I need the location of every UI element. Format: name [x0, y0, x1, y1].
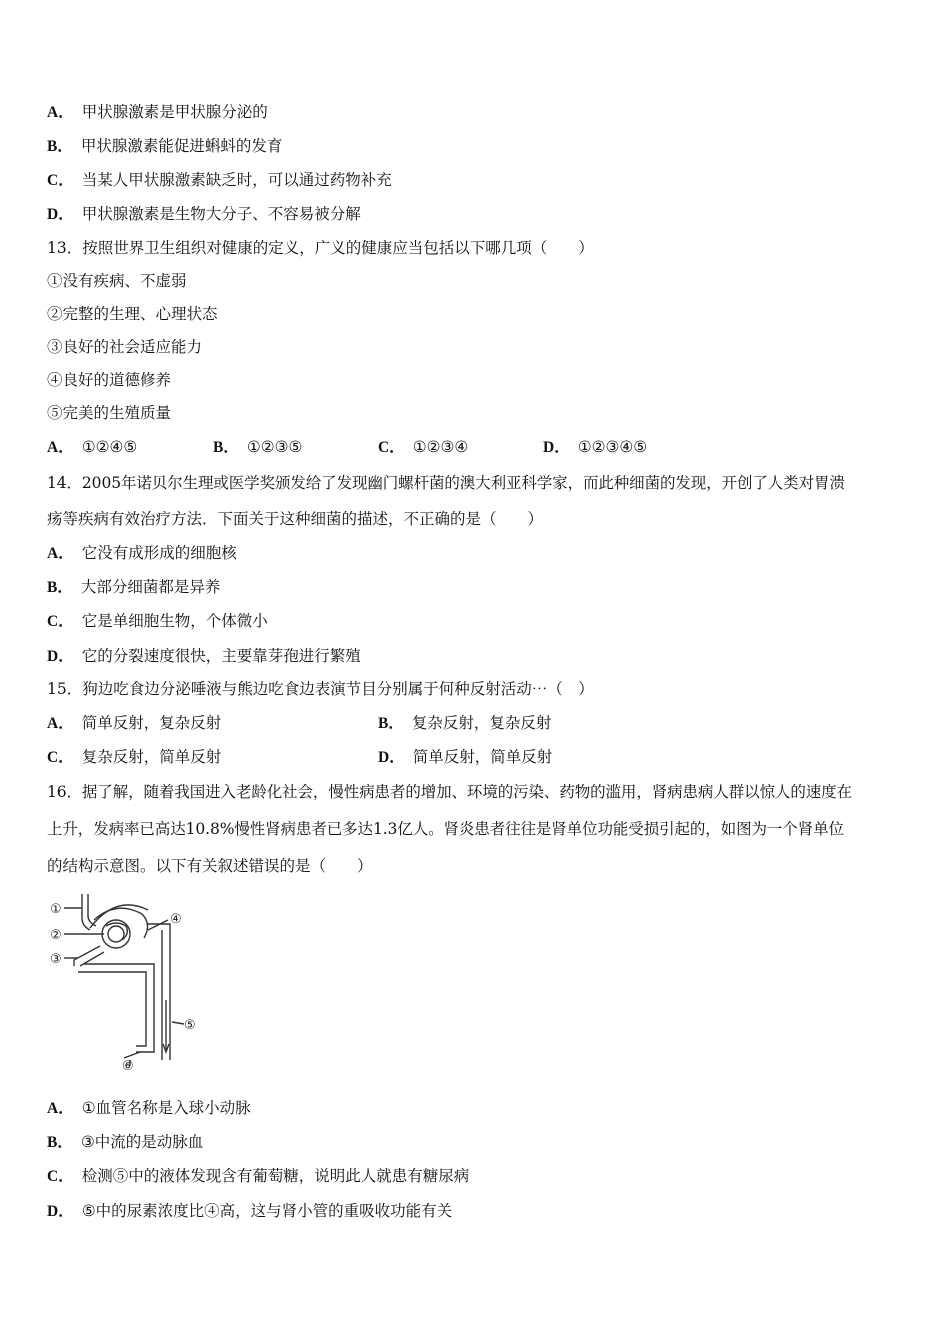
option-text: 甲状腺激素是甲状腺分泌的: [81, 103, 268, 121]
option-text: 它没有成形成的细胞核: [81, 544, 237, 562]
q13-stem: 13．按照世界卫生组织对健康的定义，广义的健康应当包括以下哪几项（ ）: [47, 239, 594, 257]
option-label: D．: [47, 1203, 74, 1220]
option-label: A．: [47, 715, 74, 732]
option-label: C．: [47, 1168, 74, 1185]
q14-option-a: [47, 542, 237, 565]
option-text: 复杂反射，简单反射: [81, 748, 222, 766]
q15-option-d: [378, 746, 552, 769]
option-text: ①②③⑤: [246, 438, 303, 456]
q14-stem-line-2: 疡等疾病有效治疗方法．下面关于这种细菌的描述，不正确的是（ ）: [47, 510, 544, 528]
q16-stem-line-3: 的结构示意图。以下有关叙述错误的是（ ）: [47, 857, 373, 875]
option-label: A．: [47, 545, 74, 562]
option-text: 大部分细菌都是异养: [80, 578, 221, 596]
option-text: ①②③④⑤: [577, 438, 648, 456]
option-label: A．: [47, 1100, 74, 1117]
figure-label-2: ②: [50, 928, 62, 943]
option-text: 它的分裂速度很快，主要靠芽孢进行繁殖: [81, 647, 361, 665]
q16-option-d: [47, 1200, 452, 1223]
option-text: 甲状腺激素是生物大分子、不容易被分解: [81, 205, 361, 223]
q16-option-c: [47, 1165, 469, 1188]
q14-option-d: [47, 645, 361, 668]
q13-option-b: [213, 436, 302, 459]
option-text: 它是单细胞生物，个体微小: [81, 612, 268, 630]
q12-option-a: [47, 101, 268, 124]
option-label: C．: [47, 613, 74, 630]
option-label: B．: [213, 439, 239, 456]
option-text: 当某人甲状腺激素缺乏时，可以通过药物补充: [81, 171, 392, 189]
q15-option-c: [47, 746, 221, 769]
option-label: C．: [47, 172, 74, 189]
q13-item-1: ①没有疾病、不虚弱: [47, 272, 187, 290]
q16-stem-line-2: 上升，发病率已高达10.8%慢性肾病患者已多达1.3亿人。肾炎患者往往是肾单位功能受损引起的，如图为一个肾单位: [47, 820, 844, 838]
q14-option-c: [47, 610, 268, 633]
q16-option-b: [47, 1131, 203, 1154]
q13-item-3: ③良好的社会适应能力: [47, 338, 203, 356]
q13-item-5: ⑤完美的生殖质量: [47, 404, 172, 422]
figure-label-5: ⑤: [184, 1018, 196, 1033]
option-label: C．: [378, 439, 405, 456]
option-label: B．: [47, 1134, 73, 1151]
q13-option-a: [47, 436, 137, 459]
option-text: 甲状腺激素能促进蝌蚪的发育: [80, 137, 283, 155]
q14-stem-line-1: 14．2005年诺贝尔生理或医学奖颁发给了发现幽门螺杆菌的澳大利亚科学家，而此种细菌的发现，开创了人类对胃溃: [47, 474, 845, 492]
figure-label-1: ①: [50, 902, 62, 917]
q12-option-b: [47, 135, 282, 158]
q13-option-d: [543, 436, 647, 459]
q13-item-2: ②完整的生理、心理状态: [47, 305, 218, 323]
figure-label-4: ④: [170, 912, 182, 927]
q16-option-a: [47, 1097, 251, 1120]
q15-option-a: [47, 712, 221, 735]
q13-item-4: ④良好的道德修养: [47, 371, 172, 389]
q16-stem-line-1: 16．据了解，随着我国进入老龄化社会，慢性病患者的增加、环境的污染、药物的滥用，肾病患病人群以惊人的速度在: [47, 783, 852, 801]
option-label: B．: [47, 579, 73, 596]
q15-stem: 15．狗边吃食边分泌唾液与熊边吃食边表演节目分别属于何种反射活动⋯（ ）: [47, 680, 594, 698]
q15-option-b: [378, 712, 551, 735]
option-text: ①②④⑤: [81, 438, 138, 456]
figure-label-6: ⑥: [122, 1059, 134, 1072]
option-label: D．: [543, 439, 570, 456]
nephron-diagram: [44, 890, 204, 1072]
option-label: A．: [47, 104, 74, 121]
figure-label-3: ③: [50, 952, 62, 967]
q13-option-c: [378, 436, 468, 459]
option-label: B．: [378, 715, 404, 732]
option-label: B．: [47, 138, 73, 155]
option-label: C．: [47, 749, 74, 766]
q12-option-d: [47, 203, 361, 226]
option-label: D．: [378, 749, 405, 766]
option-text: 检测⑤中的液体发现含有葡萄糖，说明此人就患有糖尿病: [81, 1167, 470, 1185]
option-text: ③中流的是动脉血: [80, 1133, 204, 1151]
option-label: D．: [47, 206, 74, 223]
option-text: 复杂反射，复杂反射: [411, 714, 552, 732]
option-text: ①②③④: [412, 438, 469, 456]
option-text: 简单反射，简单反射: [412, 748, 553, 766]
option-label: D．: [47, 648, 74, 665]
option-text: ⑤中的尿素浓度比④高，这与肾小管的重吸收功能有关: [81, 1202, 453, 1220]
option-text: 简单反射，复杂反射: [81, 714, 222, 732]
q14-option-b: [47, 576, 220, 599]
option-label: A．: [47, 439, 74, 456]
q12-option-c: [47, 169, 392, 192]
option-text: ①血管名称是入球小动脉: [81, 1099, 251, 1117]
